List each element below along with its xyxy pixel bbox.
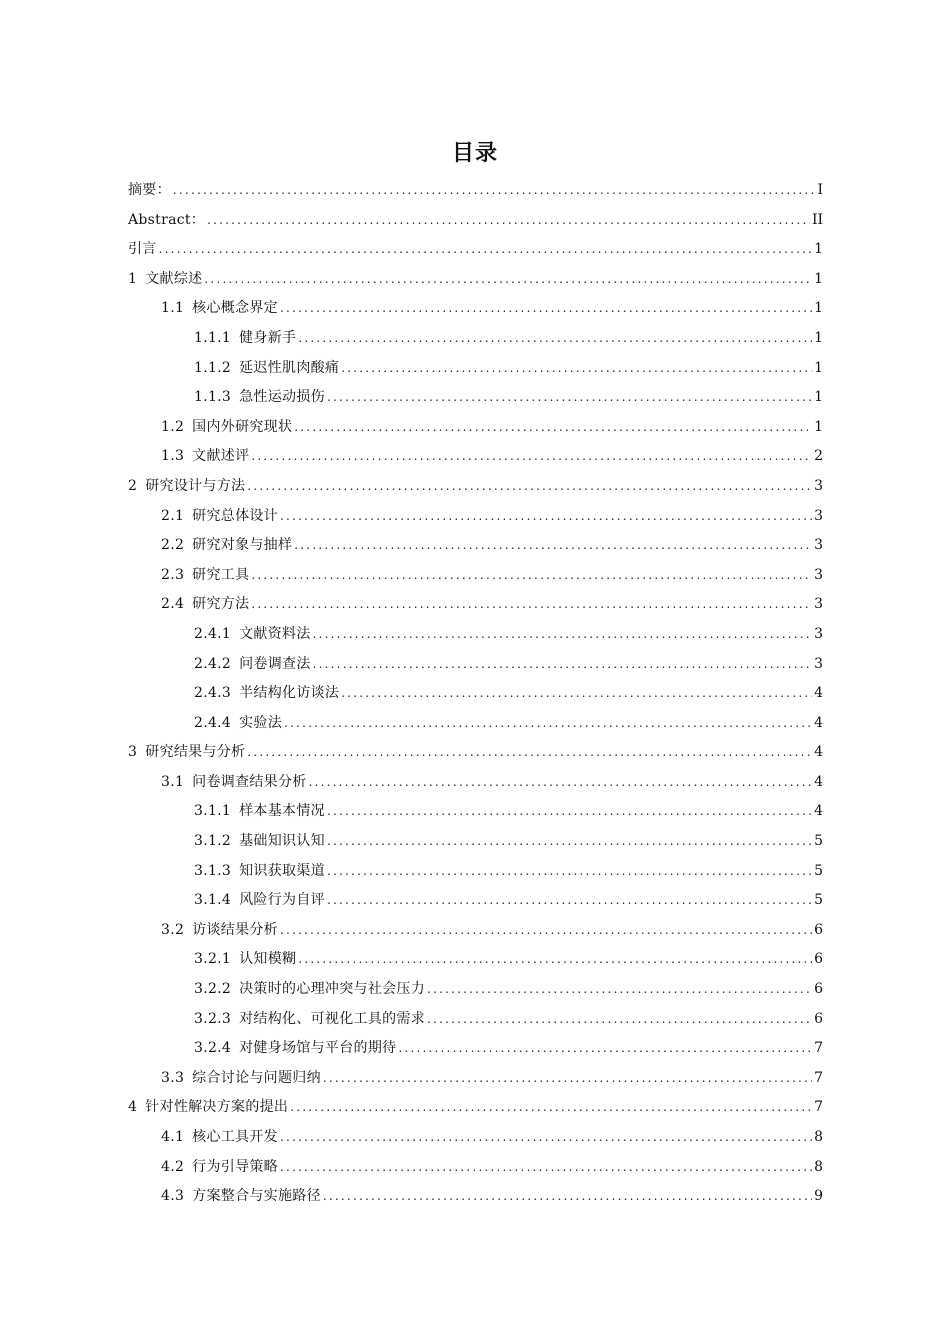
toc-entry[interactable]: [128, 975, 823, 1005]
toc-entry-page-number: 4: [814, 744, 823, 761]
toc-entry-number: 2.4.3: [194, 685, 232, 702]
toc-dot-leader: [251, 590, 812, 620]
toc-entry-text: [128, 176, 171, 206]
toc-entry-label: 样本基本情况: [239, 803, 325, 820]
toc-entry-label: 国内外研究现状: [192, 418, 293, 435]
toc-dot-leader: [427, 975, 812, 1005]
toc-entry-label: 研究方法: [192, 596, 250, 613]
toc-dot-leader: [251, 442, 812, 472]
toc-entry[interactable]: [128, 1005, 823, 1035]
toc-entry[interactable]: [128, 768, 823, 798]
toc-entry-page-number: 4: [814, 773, 823, 790]
toc-entry-number: 3.2.2: [194, 981, 232, 998]
toc-entry-number: 2.2: [161, 537, 185, 554]
toc-entry-page-number: 9: [814, 1188, 823, 1205]
toc-entry[interactable]: [128, 354, 823, 384]
toc-entry-label: 针对性解决方案的提出: [145, 1099, 289, 1116]
toc-entry-page-number: 3: [814, 596, 823, 613]
toc-entry-label: 综合讨论与问题归纳: [192, 1069, 321, 1086]
toc-entry-page-number: 6: [814, 1010, 823, 1027]
toc-entry-text: [128, 738, 245, 768]
toc-entry-label: 研究工具: [192, 566, 250, 583]
toc-dot-leader: [327, 857, 812, 887]
toc-entry-page-number: II: [811, 211, 823, 228]
toc-entry-label: 文献综述: [145, 270, 203, 287]
toc-entry-number: 4.1: [161, 1129, 185, 1145]
toc-entry-text: [194, 383, 325, 413]
toc-entry-text: [194, 679, 339, 709]
toc-entry-label: 决策时的心理冲突与社会压力: [239, 981, 426, 998]
toc-entry-page-number: 1: [814, 270, 823, 287]
toc-entry[interactable]: [128, 235, 823, 265]
toc-entry-label: 文献资料法: [239, 625, 311, 642]
toc-dot-leader: [323, 1182, 812, 1212]
toc-entry-label: Abstract：: [128, 211, 206, 228]
toc-entry[interactable]: [128, 294, 823, 324]
toc-dot-leader: [204, 265, 812, 295]
toc-entry-page-number: 3: [814, 566, 823, 583]
toc-dot-leader: [298, 945, 812, 975]
toc-entry-text: [161, 768, 307, 798]
toc-entry-label: 文献述评: [192, 448, 250, 465]
toc-entry-number: 2.4.2: [194, 655, 232, 672]
toc-entry-number: 1.1.2: [194, 359, 232, 376]
toc-entry-text: [194, 857, 325, 887]
toc-entry[interactable]: [128, 590, 823, 620]
toc-entry-text: [161, 1064, 321, 1094]
toc-dot-leader: [247, 472, 812, 502]
toc-entry[interactable]: [128, 1153, 823, 1183]
toc-dot-leader: [313, 650, 812, 680]
toc-entry-text: [161, 442, 249, 472]
toc-entry[interactable]: [128, 531, 823, 561]
toc-entry-page-number: 1: [814, 241, 823, 258]
toc-entry-page-number: 3: [814, 477, 823, 494]
toc-entry-number: 1: [128, 270, 138, 287]
toc-entry[interactable]: [128, 324, 823, 354]
toc-entry-text: [194, 1034, 396, 1064]
toc-entry[interactable]: [128, 945, 823, 975]
toc-entry-number: 3.1.4: [194, 892, 232, 909]
toc-entry-page-number: 6: [814, 981, 823, 998]
toc-entry-label: 方案整合与实施路径: [192, 1188, 321, 1205]
toc-entry-number: 3.2.3: [194, 1010, 232, 1027]
toc-dot-leader: [280, 294, 812, 324]
toc-entry[interactable]: [128, 561, 823, 591]
toc-entry-label: 研究结果与分析: [145, 744, 246, 761]
toc-entry[interactable]: [128, 472, 823, 502]
toc-dot-leader: [323, 1064, 812, 1094]
toc-entry-page-number: 2: [814, 448, 823, 465]
toc-entry-label: 问卷调查结果分析: [192, 773, 307, 790]
toc-entry-number: 2.1: [161, 507, 185, 524]
toc-entry[interactable]: [128, 413, 823, 443]
toc-entry[interactable]: [128, 738, 823, 768]
toc-entry-text: [128, 472, 245, 502]
toc-entry-number: 2.4.1: [194, 625, 232, 642]
toc-dot-leader: [294, 531, 812, 561]
toc-entry-text: [194, 827, 325, 857]
toc-dot-leader: [313, 620, 812, 650]
toc-dot-leader: [284, 709, 812, 739]
toc-dot-leader: [341, 354, 812, 384]
toc-entry-number: 3.1.3: [194, 862, 232, 879]
toc-entry-text: [194, 886, 325, 916]
toc-entry-number: 3.2.4: [194, 1040, 232, 1057]
table-of-contents: [128, 176, 823, 1212]
toc-entry-page-number: 5: [814, 892, 823, 909]
toc-entry-label: 研究设计与方法: [145, 477, 246, 494]
toc-dot-leader: [159, 235, 812, 265]
page-title: 目录: [451, 141, 498, 166]
toc-entry-page-number: 1: [814, 418, 823, 435]
toc-entry-label: 摘要：: [128, 182, 171, 198]
toc-entry-label: 认知模糊: [239, 951, 297, 968]
toc-entry-number: 2.4: [161, 596, 185, 613]
toc-entry-label: 健身新手: [239, 329, 297, 346]
toc-entry-text: [194, 1005, 425, 1035]
toc-entry[interactable]: [128, 797, 823, 827]
toc-entry-text: [194, 650, 311, 680]
toc-entry-number: 2.4.4: [194, 714, 232, 731]
toc-entry[interactable]: [128, 827, 823, 857]
toc-dot-leader: [173, 176, 815, 206]
toc-entry-number: 4.2: [161, 1158, 185, 1175]
toc-entry-text: [194, 354, 339, 384]
toc-entry-page-number: 7: [814, 1040, 823, 1057]
toc-entry[interactable]: [128, 1034, 823, 1064]
toc-entry-text: [161, 561, 249, 591]
toc-entry-page-number: 7: [814, 1069, 823, 1086]
toc-entry-page-number: 6: [814, 951, 823, 968]
toc-dot-leader: [247, 738, 812, 768]
toc-entry-text: [161, 531, 292, 561]
toc-entry-number: 3.1.2: [194, 833, 232, 850]
toc-entry-text: [161, 916, 278, 946]
toc-entry-text: [194, 620, 311, 650]
toc-entry[interactable]: [128, 1093, 823, 1123]
toc-entry-text: [161, 502, 278, 532]
toc-entry-text: [128, 1093, 288, 1123]
toc-entry-number: 3.2.1: [194, 951, 232, 968]
toc-entry-page-number: 1: [814, 300, 823, 317]
toc-entry[interactable]: [128, 442, 823, 472]
toc-entry-label: 对健身场馆与平台的期待: [239, 1040, 397, 1057]
toc-entry-number: 1.1.3: [194, 389, 232, 406]
toc-entry-label: 访谈结果分析: [192, 921, 278, 938]
toc-entry-text: [194, 975, 425, 1005]
toc-entry-number: 2: [128, 477, 138, 494]
toc-entry[interactable]: [128, 265, 823, 295]
toc-entry-label: 实验法: [239, 714, 283, 731]
toc-entry[interactable]: [128, 620, 823, 650]
toc-dot-leader: [298, 324, 812, 354]
toc-entry-text: [194, 797, 325, 827]
toc-entry-label: 对结构化、可视化工具的需求: [239, 1010, 426, 1027]
toc-entry-page-number: 4: [814, 803, 823, 820]
toc-entry-text: [128, 265, 202, 295]
toc-entry[interactable]: [128, 502, 823, 532]
toc-entry-text: [161, 1153, 278, 1183]
toc-entry-page-number: 8: [814, 1158, 823, 1175]
toc-entry-label: 研究总体设计: [192, 507, 278, 524]
toc-dot-leader: [327, 797, 812, 827]
toc-dot-leader: [309, 768, 813, 798]
toc-dot-leader: [327, 886, 812, 916]
toc-entry[interactable]: [128, 383, 823, 413]
toc-entry-text: [128, 235, 157, 265]
toc-dot-leader: [427, 1005, 812, 1035]
toc-dot-leader: [280, 916, 812, 946]
toc-dot-leader: [280, 1153, 812, 1183]
toc-entry-label: 核心概念界定: [192, 300, 278, 317]
toc-entry-label: 延迟性肌肉酸痛: [239, 359, 340, 376]
toc-entry[interactable]: [128, 1123, 823, 1153]
toc-entry-text: [194, 945, 296, 975]
toc-entry-number: 2.3: [161, 566, 185, 583]
toc-dot-leader: [280, 1123, 812, 1153]
toc-entry-number: 3.1.1: [194, 803, 232, 820]
toc-entry-page-number: 1: [814, 389, 823, 406]
toc-entry-page-number: 5: [814, 833, 823, 850]
toc-entry-number: 1.1.1: [194, 329, 232, 346]
toc-entry-page-number: 3: [814, 625, 823, 642]
toc-entry-page-number: 4: [814, 685, 823, 702]
toc-entry-number: 4.3: [161, 1188, 185, 1205]
toc-entry-page-number: 7: [814, 1099, 823, 1116]
toc-entry-label: 研究对象与抽样: [192, 537, 293, 554]
toc-entry[interactable]: [128, 650, 823, 680]
toc-entry-label: 急性运动损伤: [239, 389, 325, 406]
toc-entry-page-number: 8: [814, 1129, 823, 1145]
toc-dot-leader: [207, 206, 810, 236]
toc-entry-page-number: 1: [814, 359, 823, 376]
toc-dot-leader: [327, 383, 812, 413]
toc-entry[interactable]: [128, 916, 823, 946]
toc-entry-label: 引言: [128, 241, 157, 258]
toc-entry-page-number: 5: [814, 862, 823, 879]
toc-entry[interactable]: [128, 857, 823, 887]
toc-entry-text: [128, 206, 205, 236]
toc-entry-label: 半结构化访谈法: [239, 685, 340, 702]
toc-entry-page-number: 1: [814, 329, 823, 346]
toc-entry-number: 3: [128, 744, 138, 761]
toc-entry-text: [161, 1182, 321, 1212]
toc-entry-number: 3.1: [161, 773, 185, 790]
toc-entry-number: 1.1: [161, 300, 185, 317]
toc-entry-number: 3.3: [161, 1069, 185, 1086]
toc-entry[interactable]: [128, 176, 823, 206]
toc-entry[interactable]: [128, 679, 823, 709]
toc-entry-label: 风险行为自评: [239, 892, 325, 909]
toc-entry[interactable]: [128, 1182, 823, 1212]
toc-entry-label: 基础知识认知: [239, 833, 325, 850]
toc-entry[interactable]: [128, 709, 823, 739]
toc-dot-leader: [280, 502, 812, 532]
toc-entry-label: 知识获取渠道: [239, 862, 325, 879]
toc-entry[interactable]: [128, 1064, 823, 1094]
toc-dot-leader: [341, 679, 812, 709]
toc-entry-text: [161, 590, 249, 620]
toc-entry-page-number: 3: [814, 507, 823, 524]
toc-entry-number: 1.3: [161, 448, 185, 465]
toc-entry-text: [194, 709, 282, 739]
toc-dot-leader: [294, 413, 812, 443]
toc-entry-text: [161, 1123, 278, 1153]
toc-entry-label: 问卷调查法: [239, 655, 311, 672]
toc-entry-number: 1.2: [161, 418, 185, 435]
toc-entry-label: 核心工具开发: [192, 1129, 278, 1145]
toc-dot-leader: [398, 1034, 812, 1064]
toc-entry[interactable]: [128, 206, 823, 236]
toc-dot-leader: [290, 1093, 812, 1123]
toc-entry-text: [161, 294, 278, 324]
toc-dot-leader: [327, 827, 812, 857]
toc-entry-number: 4: [128, 1099, 138, 1116]
toc-entry-page-number: 6: [814, 921, 823, 938]
toc-entry-number: 3.2: [161, 921, 185, 938]
toc-entry-page-number: 3: [814, 537, 823, 554]
toc-entry-page-number: I: [817, 182, 823, 198]
toc-entry-label: 行为引导策略: [192, 1158, 278, 1175]
toc-entry-page-number: 4: [814, 714, 823, 731]
toc-entry-page-number: 3: [814, 655, 823, 672]
toc-entry[interactable]: [128, 886, 823, 916]
toc-dot-leader: [251, 561, 812, 591]
toc-entry-text: [161, 413, 292, 443]
toc-entry-text: [194, 324, 296, 354]
